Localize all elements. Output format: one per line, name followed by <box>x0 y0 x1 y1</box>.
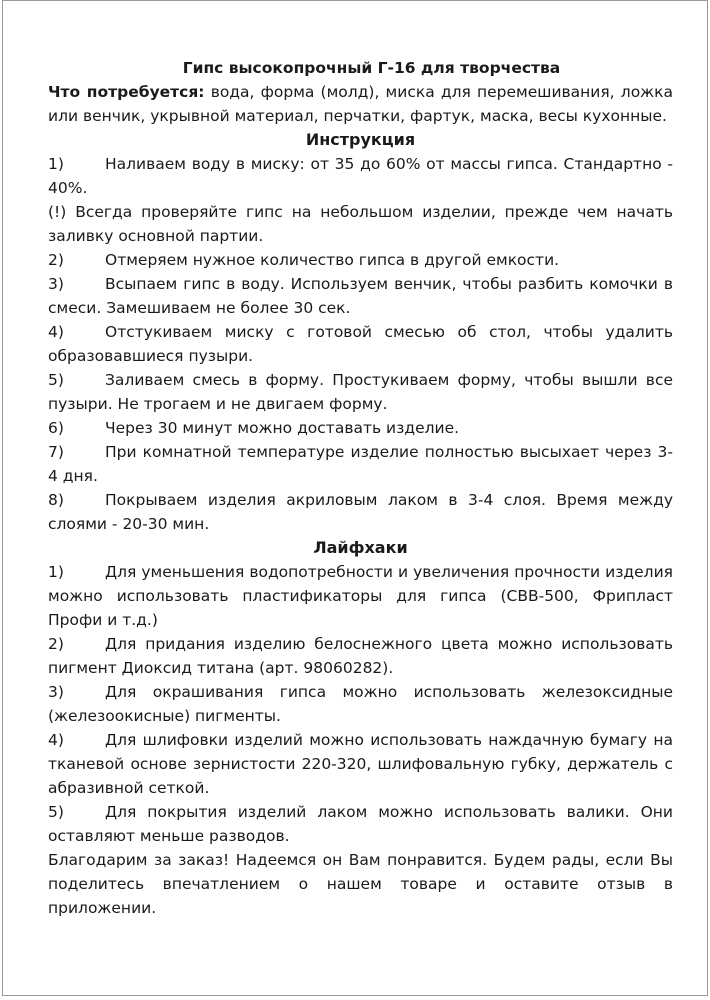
requirements-text: вода, форма (молд), миска для перемешивания, ложка или венчик, укрывной материал, перчатки, фартук, маска, весы кухонные. <box>48 83 673 125</box>
step-number: 5) <box>48 371 64 389</box>
step-text: Через 30 минут можно доставать изделие. <box>105 419 460 437</box>
instruction-step <box>48 272 673 320</box>
step-number: 2) <box>48 251 64 269</box>
requirements-paragraph <box>48 80 673 128</box>
requirements-label: Что потребуется: <box>48 83 205 101</box>
instruction-step <box>48 488 673 536</box>
document-body <box>48 56 673 920</box>
tip-text: Для покрытия изделий лаком можно использовать валики. Они оставляют меньше разводов. <box>48 803 673 845</box>
instruction-heading: Инструкция <box>305 130 416 149</box>
tip-number: 3) <box>48 683 64 701</box>
step-number: 4) <box>48 323 64 341</box>
step-text: Отмеряем нужное количество гипса в другой емкости. <box>105 251 560 269</box>
instruction-step <box>48 320 673 368</box>
step-number: 7) <box>48 443 64 461</box>
step-text: Всыпаем гипс в воду. Используем венчик, чтобы разбить комочки в смеси. Замешиваем не более 30 сек. <box>48 275 673 317</box>
tip-item <box>48 560 673 632</box>
instruction-step <box>48 248 673 272</box>
warning-note: (!) Всегда проверяйте гипс на небольшом изделии, прежде чем начать заливку основной партии. <box>48 203 673 245</box>
step-number: 6) <box>48 419 64 437</box>
tip-number: 4) <box>48 731 64 749</box>
document-title: Гипс высокопрочный Г-16 для творчества <box>182 59 561 77</box>
tip-text: Для придания изделию белоснежного цвета можно использовать пигмент Диоксид титана (арт. 98060282). <box>48 635 673 677</box>
tip-text: Для шлифовки изделий можно использовать наждачную бумагу на тканевой основе зернистости 220-320, шлифовальную губку, держатель с абразивной сеткой. <box>48 731 673 797</box>
tip-item <box>48 680 673 728</box>
instruction-step <box>48 440 673 488</box>
step-text: Покрываем изделия акриловым лаком в 3-4 слоя. Время между слоями - 20-30 мин. <box>48 491 673 533</box>
step-number: 1) <box>48 155 64 173</box>
instruction-step <box>48 152 673 200</box>
step-text: Наливаем воду в миску: от 35 до 60% от массы гипса. Стандартно - 40%. <box>48 155 673 197</box>
tips-heading: Лайфхаки <box>313 538 408 557</box>
paper-sheet <box>2 0 708 996</box>
tip-item <box>48 632 673 680</box>
step-text: Отстукиваем миску с готовой смесью об стол, чтобы удалить образовавшиеся пузыри. <box>48 323 673 365</box>
tip-number: 2) <box>48 635 64 653</box>
tip-item <box>48 800 673 848</box>
instruction-step <box>48 368 673 416</box>
tip-number: 1) <box>48 563 64 581</box>
tip-number: 5) <box>48 803 64 821</box>
tip-text: Для окрашивания гипса можно использовать железоксидные (железоокисные) пигменты. <box>48 683 673 725</box>
step-number: 3) <box>48 275 64 293</box>
step-number: 8) <box>48 491 64 509</box>
tip-item <box>48 728 673 800</box>
instruction-step <box>48 416 673 440</box>
step-text: При комнатной температуре изделие полностью высыхает через 3-4 дня. <box>48 443 673 485</box>
step-text: Заливаем смесь в форму. Простукиваем форму, чтобы вышли все пузыри. Не трогаем и не двигаем форму. <box>48 371 673 413</box>
tip-text: Для уменьшения водопотребности и увеличения прочности изделия можно использовать пластификаторы для гипса (СВВ-500, Фрипласт Профи и т.д.) <box>48 563 673 629</box>
closing-paragraph: Благодарим за заказ! Надеемся он Вам понравится. Будем рады, если Вы поделитесь впечатлением о нашем товаре и оставите отзыв в приложении. <box>48 851 673 917</box>
